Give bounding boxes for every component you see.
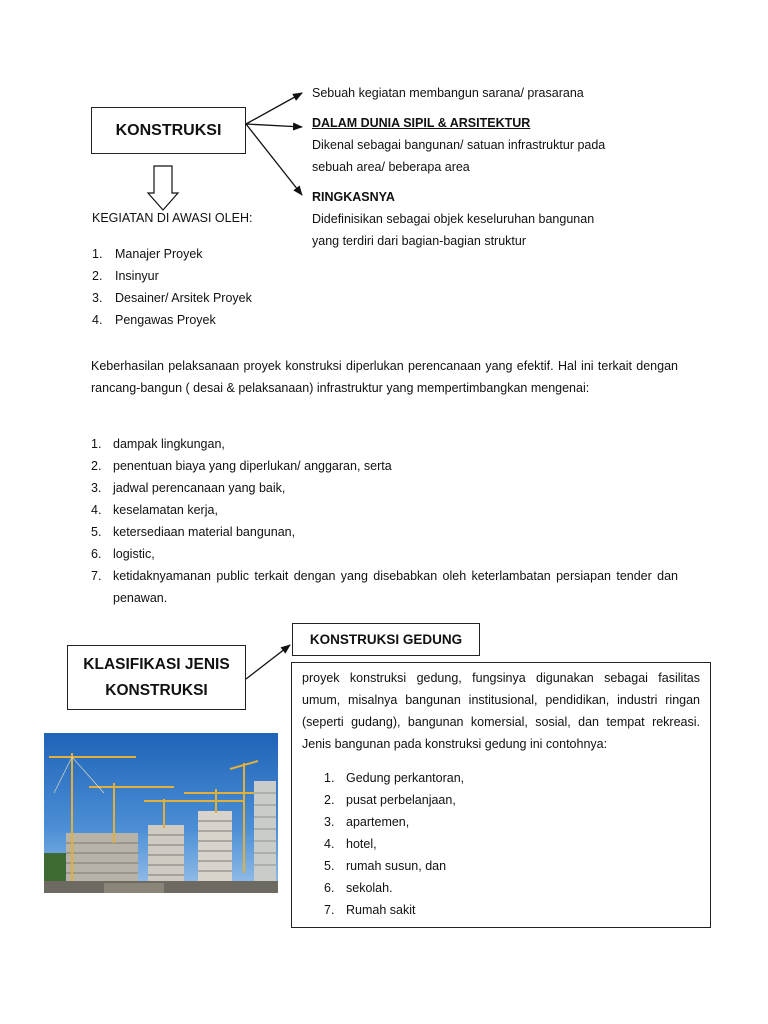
arrow-to-branch1 [246,93,302,124]
list-item: 3. jadwal perencanaan yang baik, [91,481,286,495]
arrow-to-branch2 [246,124,302,127]
supervision-list [92,243,352,331]
list-item: 3. Desainer/ Arsitek Proyek [92,291,252,305]
konstruksi-gedung-box [292,623,480,656]
list-item: 4. Pengawas Proyek [92,313,216,327]
konstruksi-gedung-title: KONSTRUKSI GEDUNG [309,632,463,647]
list-item: 6. sekolah. [324,881,393,895]
list-item: 7. Rumah sakit [324,903,416,917]
branch1-text: Sebuah kegiatan membangun sarana/ prasarana [312,86,584,100]
success-list [91,433,678,609]
list-item: 1. dampak lingkungan, [91,437,225,451]
list-item: 2. Insinyur [92,269,159,283]
construction-site-photo [44,733,278,893]
list-item: 4. hotel, [324,837,377,851]
list-item: 5. rumah susun, dan [324,859,447,873]
konstruksi-title: KONSTRUKSI [115,122,222,139]
list-item: 4. keselamatan kerja, [91,503,218,517]
arrow-to-branch3 [246,124,302,195]
down-arrow-icon [148,166,178,210]
list-item: 5. ketersediaan material bangunan, [91,525,296,539]
branch2-line1: Dikenal sebagai bangunan/ satuan infrastruktur pada [312,138,606,152]
klasifikasi-line1: KLASIFIKASI JENIS [83,656,230,673]
list-item: 2. penentuan biaya yang diperlukan/ anggaran, serta [91,459,392,473]
gedung-paragraph: proyek konstruksi gedung, fungsinya digunakan sebagai fasilitas umum, misalnya bangunan institusional, pendidikan, industri ringan (seperti gudang), bangunan komersial, sosial, dan tempat rekreasi. Jenis bangunan pada konstruksi gedung ini contohnya: [302,671,700,751]
klasifikasi-line2: KONSTRUKSI [105,682,208,699]
branch3-line2: yang terdiri dari bagian-bagian struktur [312,234,527,248]
success-paragraph: Keberhasilan pelaksanaan proyek konstruksi diperlukan perencanaan yang efektif. Hal ini terkait dengan rancang-bangun ( desai & pelaksanaan) infrastruktur yang mempertimbangkan mengenai: [91,359,678,395]
list-item: 1. Gedung perkantoran, [324,771,465,785]
branch3-title: RINGKASNYA [312,190,395,204]
list-item: 1. Manajer Proyek [92,247,203,261]
list-item: 7. ketidaknyamanan public terkait dengan yang disebabkan oleh keterlambatan persiapan tender dan penawan. [91,569,678,605]
list-item: 2. pusat perbelanjaan, [324,793,456,807]
gedung-description-box [291,662,711,928]
branch3-line1: Didefinisikan sebagai objek keseluruhan bangunan [312,212,595,226]
branch2-title: DALAM DUNIA SIPIL & ARSITEKTUR [312,116,531,130]
gedung-list [324,767,700,921]
supervision-heading: KEGIATAN DI AWASI OLEH: [92,211,253,225]
branch2-line2: sebuah area/ beberapa area [312,160,470,174]
list-item: 6. logistic, [91,547,155,561]
list-item: 3. apartemen, [324,815,410,829]
